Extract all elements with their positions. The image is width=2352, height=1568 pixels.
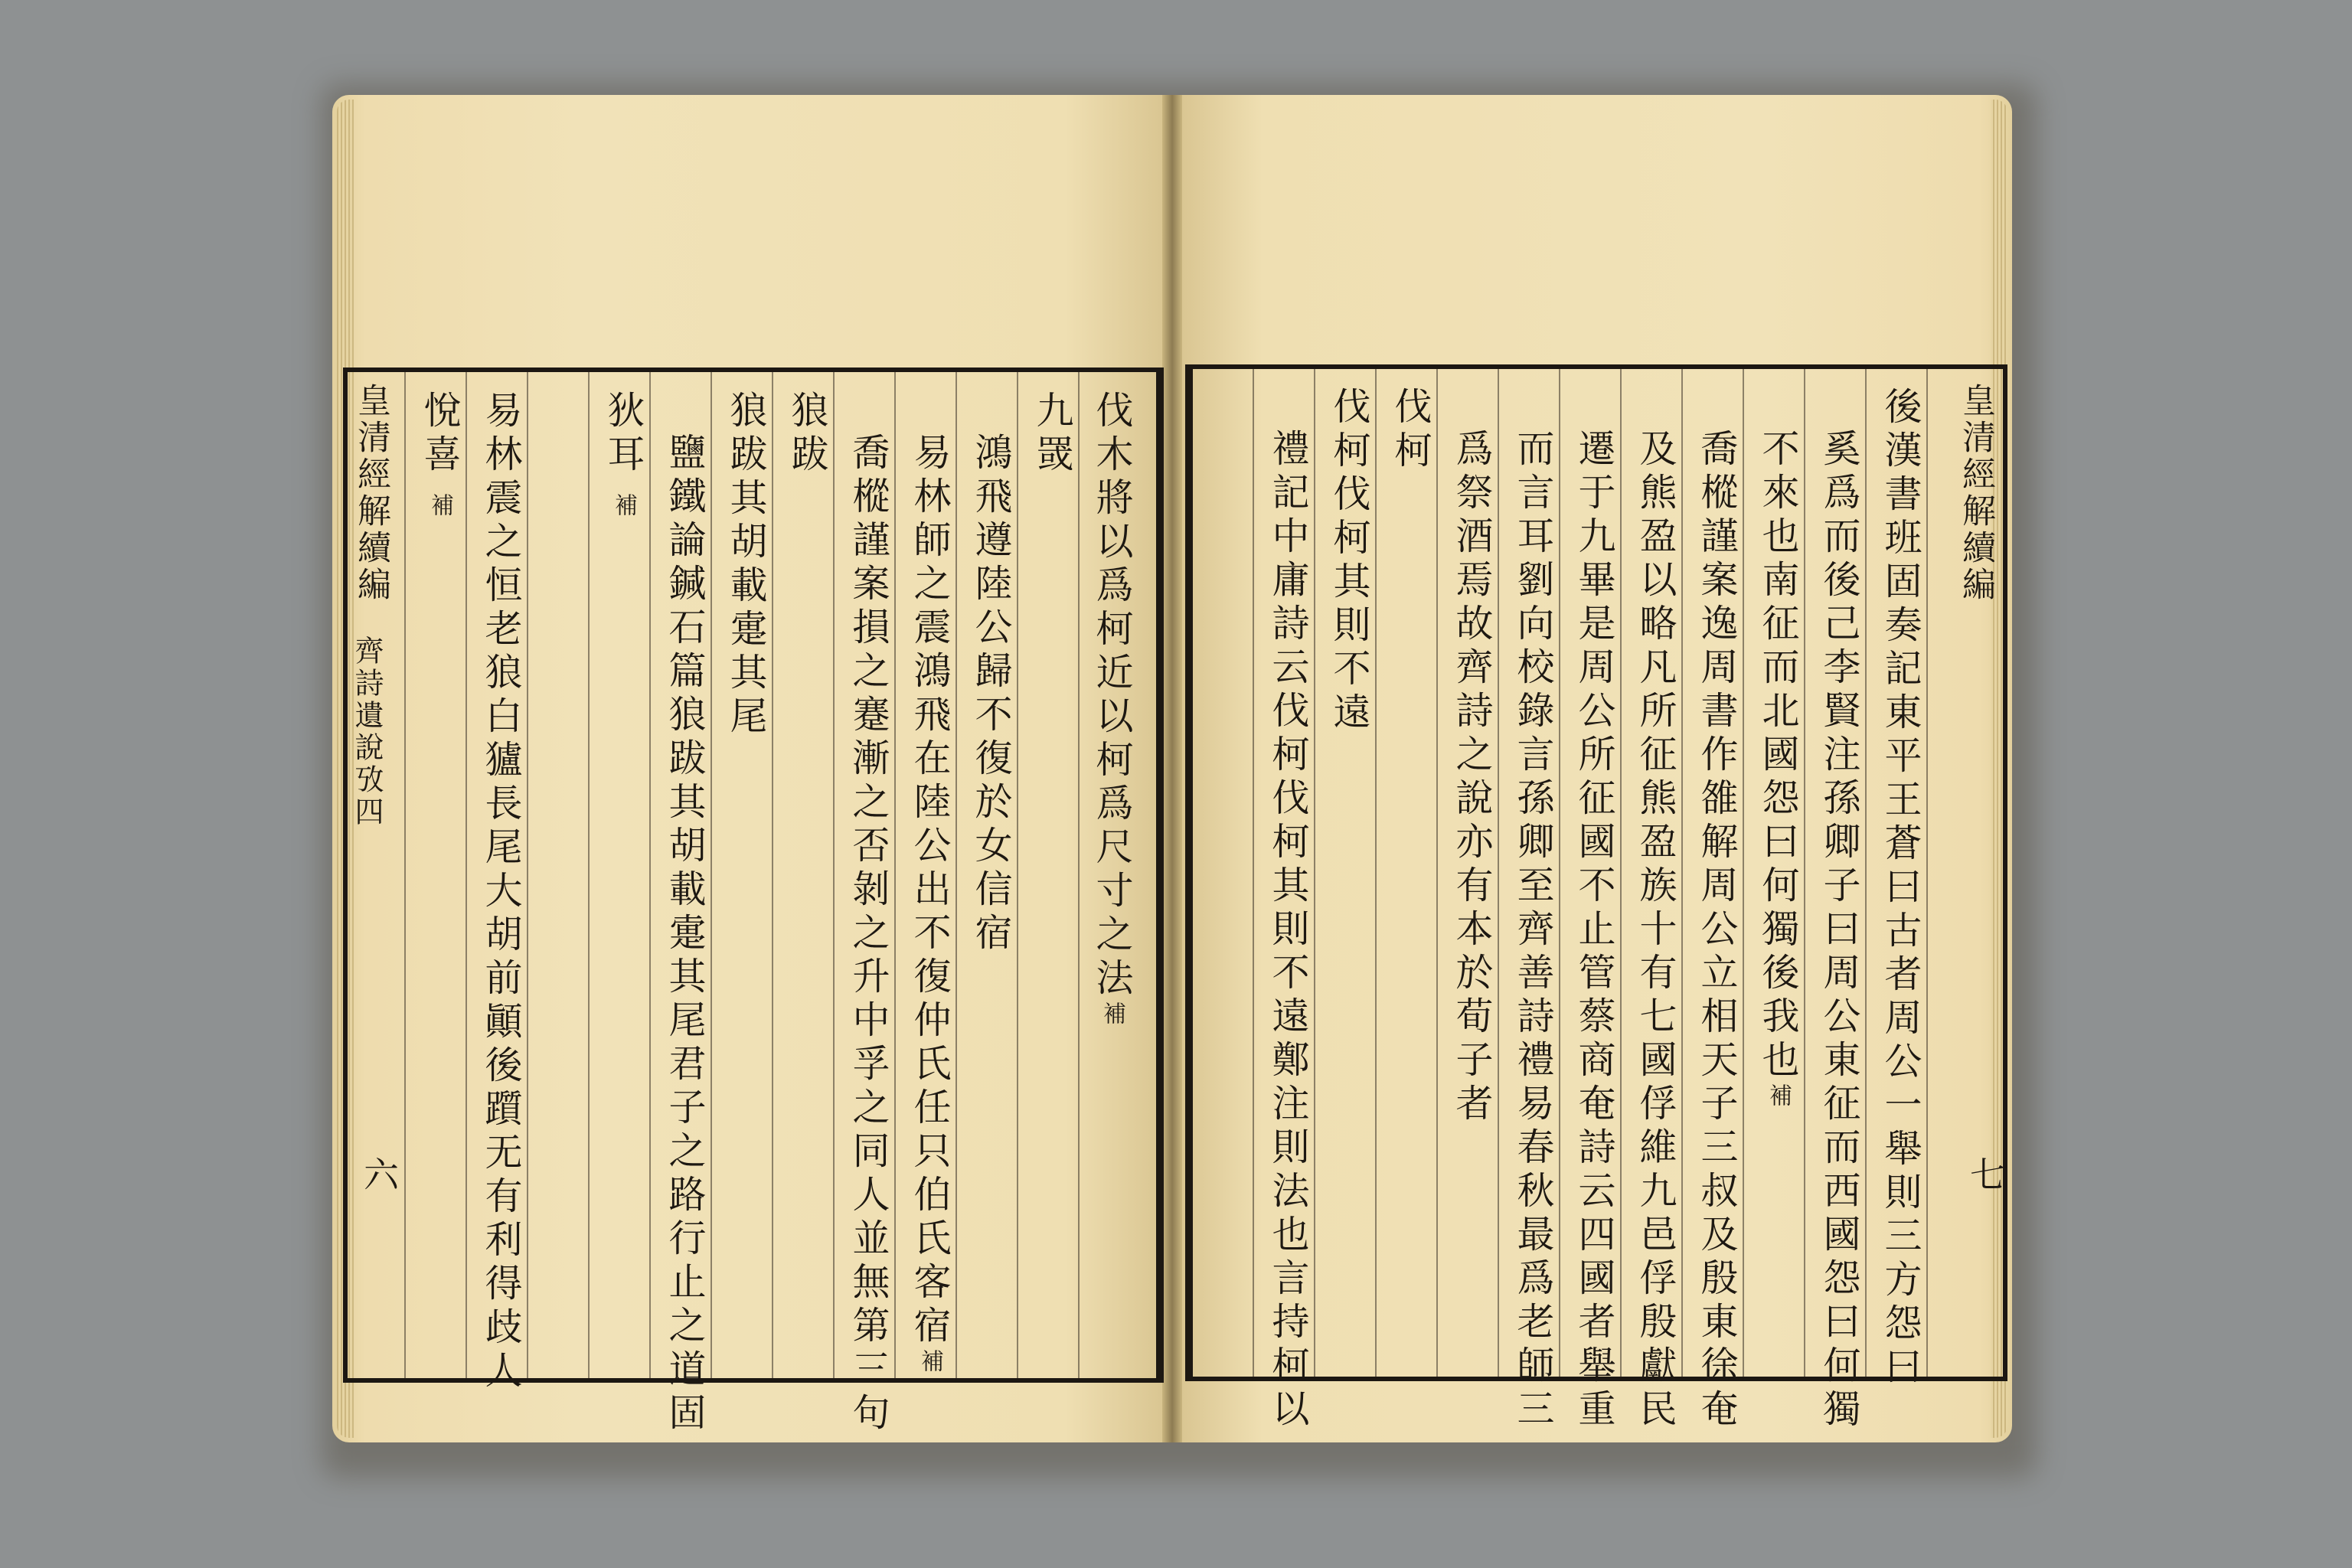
- column-rule: [772, 372, 773, 1378]
- left-col-1: 伐木將以爲柯近以柯爲尺寸之法補: [1090, 390, 1134, 1027]
- column-rule: [1620, 369, 1622, 1377]
- left-col-8: 鹽鐵論鍼石篇狼跋其胡載疐其尾君子之路行止之道固: [663, 433, 707, 1436]
- column-rule: [833, 372, 835, 1378]
- right-col-2: 奚爲而後己李賢注孫卿子曰周公東征而西國怨曰何獨: [1818, 429, 1861, 1432]
- column-rule: [1926, 369, 1928, 1377]
- left-col-3: 鴻飛遵陸公歸不復於女信宿: [969, 433, 1013, 956]
- column-rule: [1375, 369, 1377, 1377]
- left-col-6: 狼跋: [786, 390, 829, 478]
- left-margin-title: 皇清經解續編: [351, 383, 390, 603]
- column-rule: [1078, 372, 1080, 1378]
- right-col-4: 喬樅謹案逸周書作雒解周公立相天子三叔及殷東徐奄: [1695, 429, 1739, 1432]
- right-margin-title: 皇清經解續編: [1956, 383, 1995, 603]
- column-rule: [894, 372, 896, 1378]
- column-rule: [588, 372, 590, 1378]
- right-col-3: 不來也南征而北國怨曰何獨後我也補: [1756, 429, 1800, 1109]
- column-rule: [1314, 369, 1315, 1377]
- left-col-5: 喬樅謹案損之蹇漸之否剝之升中孚之同人並無第三句: [847, 433, 890, 1436]
- column-rule: [404, 372, 406, 1378]
- column-rule: [527, 372, 528, 1378]
- column-rule: [1865, 369, 1867, 1377]
- left-col-11: 悅喜補: [418, 390, 462, 519]
- left-col-7: 狼跋其胡載疐其尾: [724, 390, 768, 740]
- left-col-4: 易林師之震鴻飛在陸公出不復仲氏任只伯氏客宿補: [908, 433, 952, 1375]
- column-rule: [1804, 369, 1805, 1377]
- right-col-11: 禮記中庸詩云伐柯伐柯其則不遠鄭注則法也言持柯以: [1266, 429, 1310, 1432]
- right-col-9: 伐柯: [1389, 387, 1432, 474]
- column-rule: [1017, 372, 1018, 1378]
- column-rule: [710, 372, 712, 1378]
- column-rule: [649, 372, 651, 1378]
- column-rule: [956, 372, 957, 1378]
- left-col-2: 九罭: [1031, 390, 1074, 478]
- left-col-9: 狄耳補: [602, 390, 645, 519]
- column-rule: [1498, 369, 1499, 1377]
- left-page-number: 六: [358, 1156, 400, 1191]
- right-col-7: 而言耳劉向校錄言孫卿至齊善詩禮易春秋最爲老師三: [1511, 429, 1555, 1432]
- column-rule: [1253, 369, 1254, 1377]
- right-col-5: 及熊盈以略凡所征熊盈族十有七國俘維九邑俘殷獻民: [1634, 429, 1677, 1432]
- right-col-10: 伐柯伐柯其則不遠: [1328, 387, 1371, 736]
- book-gutter: [1162, 95, 1182, 1442]
- column-rule: [1681, 369, 1683, 1377]
- column-rule: [1436, 369, 1438, 1377]
- left-col-10: 易林震之恒老狼白獹長尾大胡前顚後躓无有利得歧人: [479, 390, 523, 1394]
- right-col-8: 爲祭酒焉故齊詩之說亦有本於荀子者: [1450, 429, 1494, 1127]
- column-rule: [1559, 369, 1560, 1377]
- right-col-6: 遷于九畢是周公所征國不止管蔡商奄詩云四國者舉重: [1573, 429, 1616, 1432]
- column-rule: [466, 372, 467, 1378]
- column-rule: [1743, 369, 1744, 1377]
- left-margin-subtitle: 齊詩遺說攷四: [350, 635, 384, 828]
- right-col-1: 後漢書班固奏記東平王蒼曰古者周公一舉則三方怨曰: [1879, 387, 1922, 1390]
- right-page-number: 七: [1965, 1156, 2006, 1191]
